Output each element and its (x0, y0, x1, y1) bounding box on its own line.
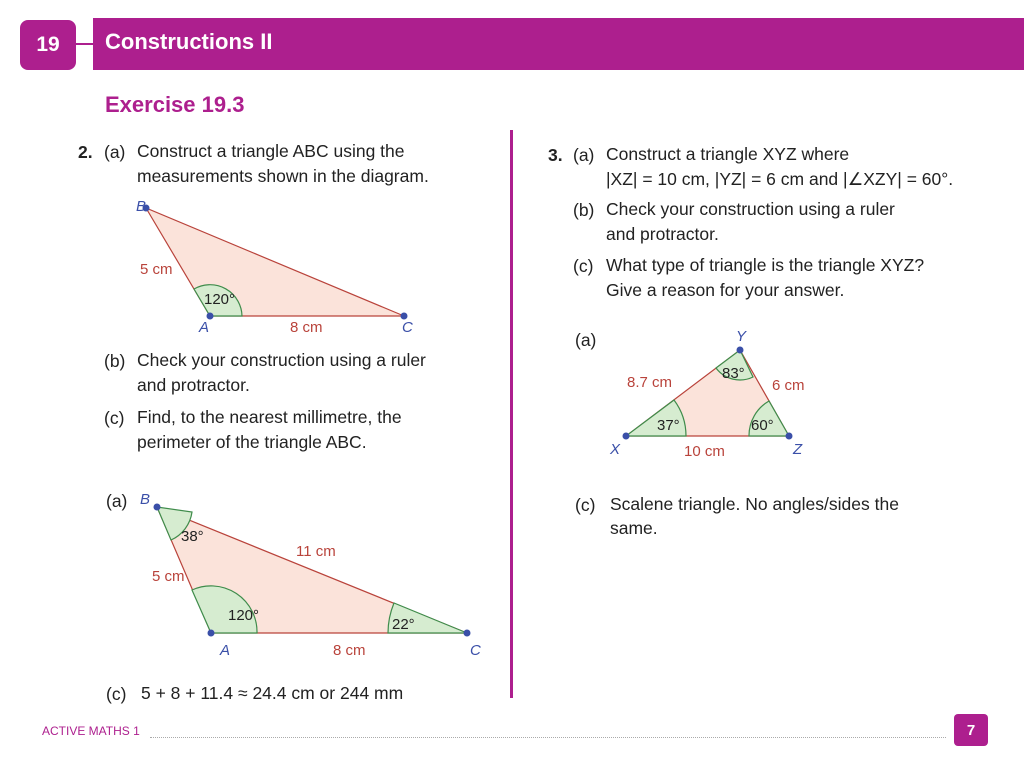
q3-point-x (623, 433, 630, 440)
q3-angle-y: 83° (722, 365, 745, 382)
q2-answer-angle-b: 38° (181, 528, 204, 545)
q2-answer-angle-a: 120° (228, 607, 260, 624)
q2-label-b: B (136, 198, 147, 215)
q2-triangle-diagram (120, 190, 430, 340)
q3-answer-a-label: (a) (575, 330, 597, 350)
q2-c-line1: Find, to the nearest millimetre, the (137, 407, 402, 427)
q3-a-line1: Construct a triangle XYZ where (606, 144, 850, 164)
q2-answer-side-bc: 11 cm (296, 543, 336, 560)
q2-c-label: (c) (104, 408, 125, 428)
q3-answer-c-line2: same. (610, 518, 658, 538)
q2-answer-side-ab: 5 cm (152, 568, 185, 585)
q3-c-label: (c) (573, 256, 594, 276)
q2-answer-diagram (130, 485, 500, 665)
q3-point-z (786, 433, 793, 440)
q2-label-c: C (402, 319, 413, 336)
q2-answer-point-c (464, 630, 471, 637)
q2-number: 2. (78, 142, 93, 162)
q2-side-ab: 5 cm (140, 261, 173, 278)
q2-a-label: (a) (104, 142, 126, 162)
footer-dotted-rule (150, 737, 946, 738)
q2-answer-label-c: C (470, 642, 481, 659)
header-connector (76, 43, 93, 45)
q3-answer-diagram (600, 325, 820, 465)
q2-answer-side-ac: 8 cm (333, 642, 366, 659)
q3-b-line1: Check your construction using a ruler (606, 199, 895, 219)
q3-b-label: (b) (573, 200, 595, 220)
q2-angle-a: 120° (204, 291, 236, 308)
q3-angle-x: 37° (657, 417, 680, 434)
page-number-badge: 7 (954, 714, 988, 746)
q2-triangle (146, 208, 404, 316)
q2-b-line1: Check your construction using a ruler (137, 350, 426, 370)
chapter-number-badge: 19 (20, 20, 76, 70)
exercise-title: Exercise 19.3 (105, 92, 245, 117)
q3-side-xy: 8.7 cm (627, 374, 673, 391)
q3-label-y: Y (736, 328, 747, 345)
q2-answer-c-label: (c) (106, 684, 127, 704)
q3-c-line1: What type of triangle is the triangle XYZ? (606, 255, 925, 275)
q3-answer-c-line1: Scalene triangle. No angles/sides the (610, 494, 899, 514)
q2-label-a: A (199, 319, 210, 336)
q2-answer-angle-c: 22° (392, 616, 415, 633)
q3-side-yz: 6 cm (772, 377, 805, 394)
q2-answer-a-label: (a) (106, 491, 128, 511)
column-divider (510, 130, 513, 698)
q3-answer-c-label: (c) (575, 495, 596, 515)
q3-point-y (737, 347, 744, 354)
q3-label-z: Z (793, 441, 803, 458)
q3-label-x: X (610, 441, 621, 458)
q2-c-line2: perimeter of the triangle ABC. (137, 432, 367, 452)
q2-answer-point-b (154, 504, 161, 511)
q3-number: 3. (548, 145, 563, 165)
q2-answer-point-a (208, 630, 215, 637)
q2-answer-label-a: A (220, 642, 231, 659)
q2-answer-c-text: 5 + 8 + 11.4 ≈ 24.4 cm or 244 mm (141, 683, 404, 703)
q3-c-line2: Give a reason for your answer. (606, 280, 845, 300)
q2-b-line2: and protractor. (137, 375, 250, 395)
q3-angle-z: 60° (751, 417, 774, 434)
q2-b-label: (b) (104, 351, 126, 371)
q2-a-line2: measurements shown in the diagram. (137, 166, 429, 186)
q2-answer-label-b: B (140, 491, 151, 508)
q3-a-line2: |XZ| = 10 cm, |YZ| = 6 cm and |∠XZY| = 60°. (606, 169, 954, 189)
footer-book-title: ACTIVE MATHS 1 (42, 724, 140, 738)
q3-b-line2: and protractor. (606, 224, 719, 244)
q2-side-ac: 8 cm (290, 319, 323, 336)
q2-a-line1: Construct a triangle ABC using the (137, 141, 405, 161)
chapter-title: Constructions II (105, 29, 273, 54)
q3-a-label: (a) (573, 145, 595, 165)
q3-side-xz: 10 cm (684, 443, 725, 460)
